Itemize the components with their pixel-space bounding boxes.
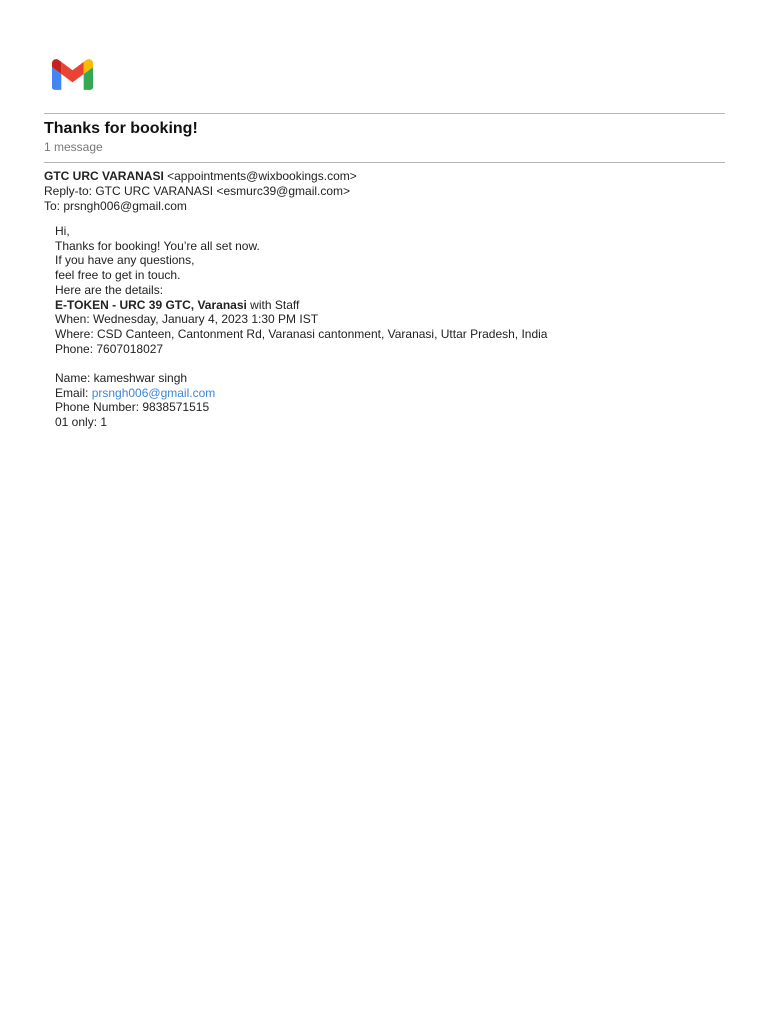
when-line: When: Wednesday, January 4, 2023 1:30 PM IST: [55, 312, 319, 327]
body-line: If you have any questions,: [55, 253, 195, 268]
header-divider: [44, 162, 725, 163]
only-line: 01 only: 1: [55, 415, 108, 430]
sender-address: <appointments@wixbookings.com>: [167, 169, 357, 183]
name-line: Name: kameshwar singh: [55, 371, 188, 386]
email-label: Email:: [55, 385, 92, 400]
service-name: E-TOKEN - URC 39 GTC, Varanasi: [55, 297, 247, 312]
phone-line: Phone: 7607018027: [55, 341, 164, 356]
spacer: [55, 356, 547, 371]
greeting: Hi,: [55, 224, 70, 238]
gmail-logo-icon: [52, 59, 93, 90]
from-line: [44, 169, 357, 184]
reply-to-line: Reply-to: GTC URC VARANASI <esmurc39@gmail.com>: [44, 184, 351, 198]
to-line: To: prsngh006@gmail.com: [44, 199, 187, 213]
top-divider: [44, 113, 725, 114]
email-line: [55, 386, 547, 401]
message-count: 1 message: [44, 140, 103, 154]
email-subject: Thanks for booking!: [44, 120, 198, 137]
service-line: [55, 298, 547, 313]
email-headers: [44, 169, 357, 214]
where-line: Where: CSD Canteen, Cantonment Rd, Varanasi cantonment, Varanasi, Uttar Pradesh, India: [55, 326, 548, 341]
email-link[interactable]: prsngh006@gmail.com: [91, 385, 216, 400]
body-line: Thanks for booking! You’re all set now.: [55, 238, 260, 253]
service-staff: with Staff: [246, 297, 300, 312]
sender-name: GTC URC VARANASI: [44, 169, 164, 183]
body-line: Here are the details:: [55, 282, 164, 297]
phone-number-line: Phone Number: 9838571515: [55, 400, 210, 415]
email-body: [55, 224, 547, 430]
body-line: feel free to get in touch.: [55, 268, 181, 283]
